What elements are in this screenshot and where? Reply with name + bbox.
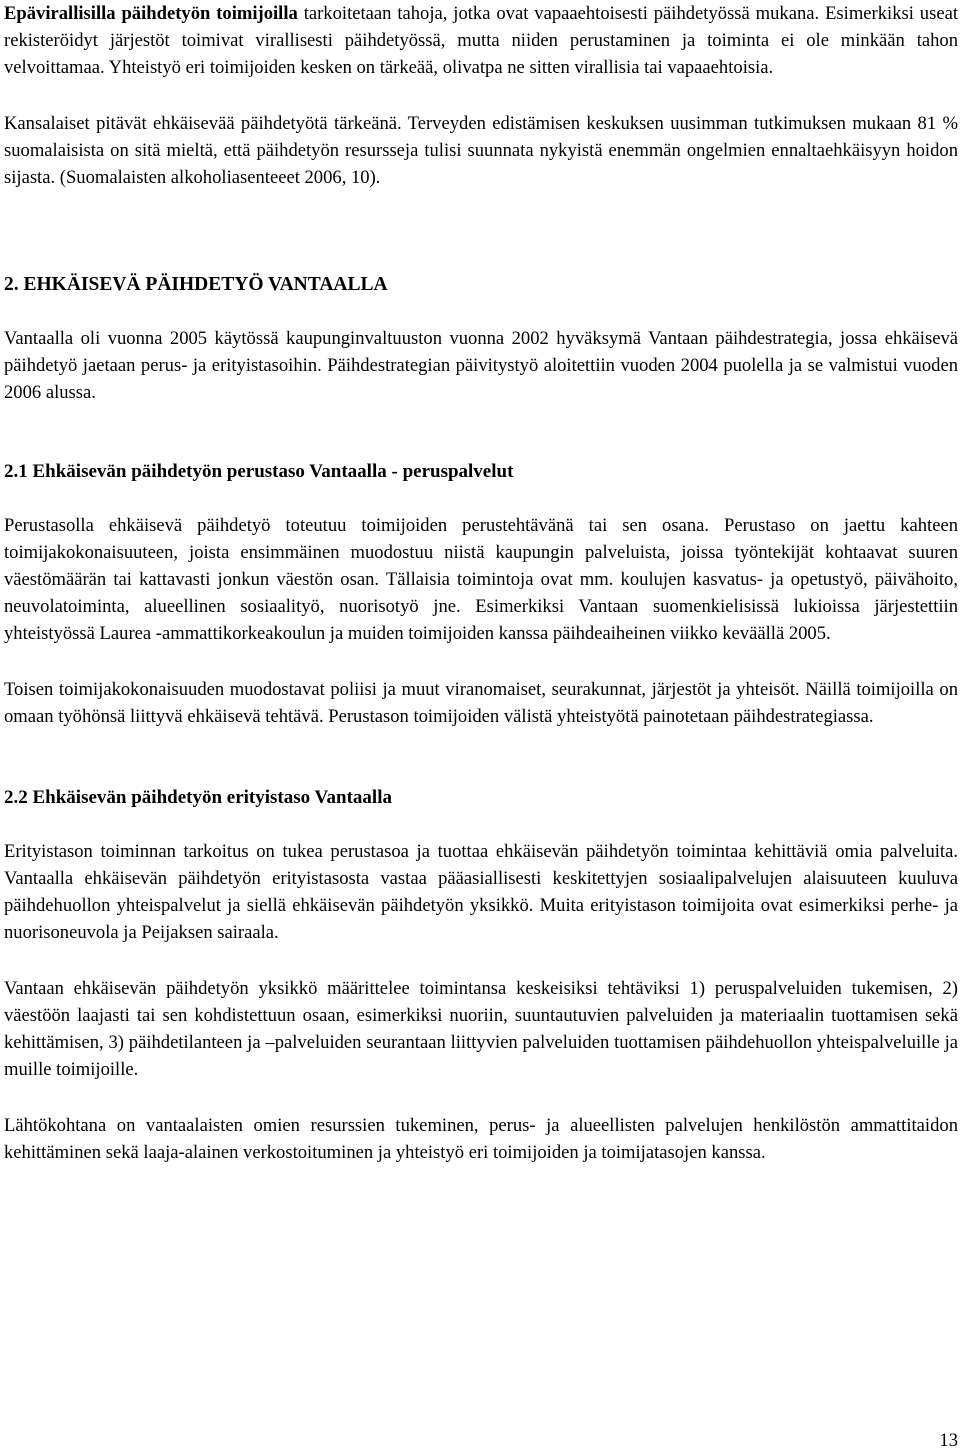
section-2-2-paragraph: Lähtökohtana on vantaalaisten omien resurssien tukeminen, perus- ja alueellisten palvelujen henkilöstön ammattitaidon kehittäminen sekä laaja-alainen verkostoituminen ja yhteistyö eri toimijoiden ja toimijatasojen kanssa. <box>4 1115 958 1163</box>
kansalaiset-text: Terveyden edistämisen keskuksen uusimman tutkimuksen mukaan 81 % suomalaisista on sitä mieltä, että päihdetyön resursseja tulisi suunnata nykyistä enemmän ongelmien ennaltaehkäisyyn hoidon sijasta. (Suomalaisten alkoholiasenteeet 2006, 10). <box>4 113 958 188</box>
section-2-1-paragraph: Toisen toimijakokonaisuuden muodostavat poliisi ja muut viranomaiset, seurakunnat, järjestöt ja yhteisöt. Näillä toimijoilla on omaan työhönsä liittyvä ehkäisevä tehtävä. Perustason toimijoiden välistä yhteistyötä painotetaan päihdestrategiassa. <box>4 679 958 727</box>
section-2-2-paragraph: Vantaan ehkäisevän päihdetyön yksikkö määrittelee toimintansa keskeisiksi tehtäviksi 1) peruspalveluiden tukemisen, 2) väestöön laajasti tai sen kohdistettuun osaan, esimerkiksi nuoriin, suuntautuvien palveluiden ja materiaalin tuottamisen sekä kehittämisen, 3) päihdetilanteen ja –palveluiden seurantaan liittyvien palveluiden tuottamisen päihdehuollon yhteispalveluille ja muille toimijoille. <box>4 978 958 1080</box>
document-page <box>4 0 958 1166</box>
section-2-heading: 2. EHKÄISEVÄ PÄIHDETYÖ VANTAALLA <box>4 274 388 295</box>
kansalaiset-lead: Kansalaiset pitävät ehkäisevää päihdetyötä tärkeänä. <box>4 113 402 134</box>
page-number: 13 <box>939 1430 958 1451</box>
section-2-2-paragraph: Erityistason toiminnan tarkoitus on tukea perustasoa ja tuottaa ehkäisevän päihdetyön toimintaa kehittäviä omia palveluita. Vantaalla ehkäisevän päihdetyön erityistasosta vastaa pääasiallisesti keskitettyjen sosiaalipalvelujen alaisuuteen kuuluva päihdehuollon yhteispalvelut ja siellä ehkäisevän päihdetyön yksikkö. Muita erityistason toimijoita ovat esimerkiksi perhe- ja nuorisoneuvola ja Peijaksen sairaala. <box>4 841 958 943</box>
section-2-paragraph: Vantaalla oli vuonna 2005 käytössä kaupunginvaltuuston vuonna 2002 hyväksymä Vantaan päihdestrategia, jossa ehkäisevä päihdetyö jaetaan perus- ja erityistasoihin. Päihdestrategian päivitystyö aloitettiin vuoden 2004 puolella ja se valmistui vuoden 2006 alussa. <box>4 328 958 403</box>
intro-lead-term: Epävirallisilla päihdetyön toimijoilla <box>4 3 298 24</box>
section-2-2-heading: 2.2 Ehkäisevän päihdetyön erityistaso Vantaalla <box>4 787 392 808</box>
intro-paragraph <box>4 0 958 81</box>
section-2-1-heading: 2.1 Ehkäisevän päihdetyön perustaso Vantaalla - peruspalvelut <box>4 461 514 482</box>
intro-lead-text: tarkoitetaan tahoja, jotka ovat vapaaehtoisesti päihdetyössä mukana. Esimerkiksi useat rekisteröidyt järjestöt toimivat virallisesti päihdetyössä, mutta niiden perustaminen ja toiminta ei ole minkään tahon velvoittamaa. Yhteistyö eri toimijoiden kesken on tärkeää, olivatpa ne sitten virallisia tai vapaaehtoisia. <box>4 3 958 78</box>
kansalaiset-paragraph <box>4 110 958 191</box>
section-2-1-paragraph: Perustasolla ehkäisevä päihdetyö toteutuu toimijoiden perustehtävänä tai sen osana. Perustaso on jaettu kahteen toimijakokonaisuuteen, joista ensimmäinen muodostuu niistä kaupungin palveluista, joissa työntekijät kohtaavat suuren väestömäärän tai kattavasti jonkun väestön osan. Tällaisia toimintoja ovat mm. koulujen kasvatus- ja opetustyö, päivähoito, neuvolatoiminta, alueellinen sosiaalityö, nuorisotyö jne. Esimerkiksi Vantaan suomenkielisissä lukioissa järjestettiin yhteistyössä Laurea -ammattikorkeakoulun ja muiden toimijoiden kanssa päihdeaiheinen viikko keväällä 2005. <box>4 515 958 644</box>
